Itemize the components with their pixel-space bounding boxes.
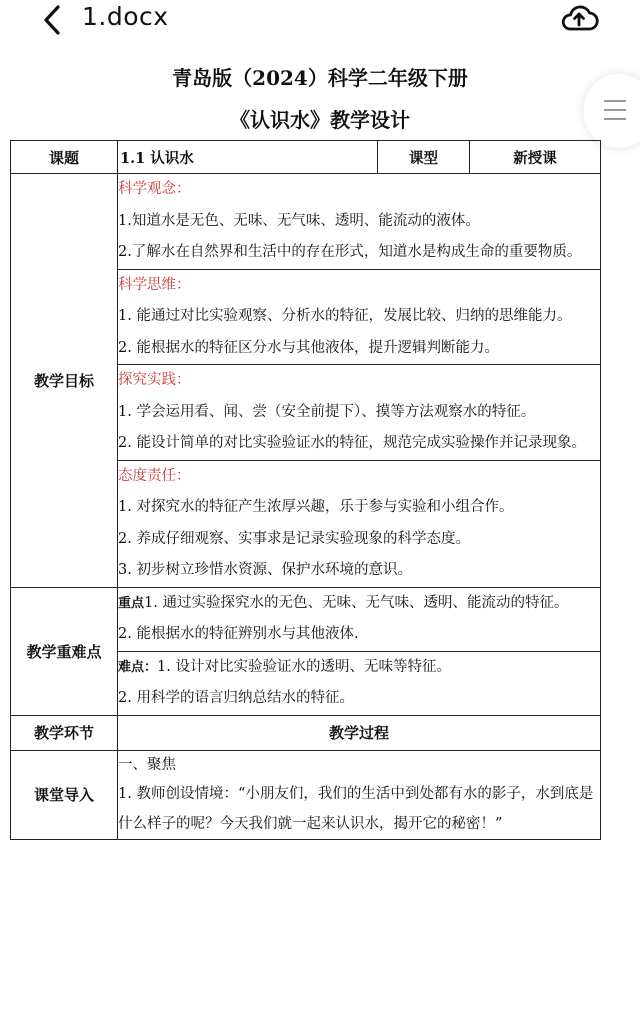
key-focus [118, 587, 601, 651]
list-item: 1. 教师创设情境：“小朋友们，我们的生活中到处都有水的影子，水到底是什么样子的呢？今天我们就一起来认识水，揭开它的秘密！” [118, 786, 594, 832]
label-topic: 课题 [11, 141, 118, 174]
table-row [11, 715, 601, 750]
intro-content [118, 750, 601, 840]
list-item: 1. 设计对比实验验证水的透明、无味等特征。 [157, 658, 451, 675]
document-title: 青岛版（2024）科学二年级下册 [172, 66, 468, 90]
list-item: 2.了解水在自然界和生活中的存在形式，知道水是构成生命的重要物质。 [118, 244, 582, 260]
label-stage: 教学环节 [11, 715, 118, 750]
difficulty-label: 难点： [118, 659, 158, 675]
table-row [11, 750, 601, 840]
label-key-points: 教学重难点 [11, 587, 118, 715]
label-process: 教学过程 [118, 715, 601, 750]
section-title: 科学思维： [118, 276, 191, 293]
lesson-plan-table [10, 140, 601, 840]
type-value: 新授课 [470, 141, 601, 174]
label-objectives: 教学目标 [11, 174, 118, 588]
label-type: 课型 [378, 141, 470, 174]
label-intro: 课堂导入 [11, 750, 118, 840]
table-row [11, 174, 601, 270]
focus-label: 重点 [118, 595, 145, 611]
key-difficulty [118, 651, 601, 715]
list-item: 2. 用科学的语言归纳总结水的特征。 [118, 690, 354, 706]
list-item: 一、聚焦 [118, 756, 176, 773]
section-title: 科学观念： [118, 181, 191, 197]
section-title: 态度责任： [118, 467, 191, 484]
list-item: 1. 对探究水的特征产生浓厚兴趣，乐于参与实验和小组合作。 [118, 499, 514, 515]
document-subtitle: 《认识水》教学设计 [230, 108, 410, 132]
table-row [11, 141, 601, 174]
list-item: 1.知道水是无色、无味、无气味、透明、能流动的液体。 [118, 212, 480, 229]
objective-section-thinking [118, 269, 601, 365]
list-item: 2. 养成仔细观察、实事求是记录实验现象的科学态度。 [118, 530, 470, 547]
section-title: 探究实践： [118, 372, 191, 388]
file-name: 1.docx [82, 2, 169, 31]
list-item: 2. 能设计简单的对比实验验证水的特征，规范完成实验操作并记录现象。 [118, 435, 586, 451]
list-item: 2. 能根据水的特征辨别水与其他液体. [118, 626, 359, 642]
cloud-upload-icon[interactable] [559, 2, 599, 34]
top-bar [0, 0, 640, 40]
list-item: 1. 通过实验探究水的无色、无味、无气味、透明、能流动的特征。 [144, 594, 569, 611]
topic-value: 1.1 认识水 [118, 141, 378, 174]
list-item: 3. 初步树立珍惜水资源、保护水环境的意识。 [118, 562, 412, 578]
list-item: 1. 能通过对比实验观察、分析水的特征，发展比较、归纳的思维能力。 [118, 308, 572, 324]
list-item: 2. 能根据水的特征区分水与其他液体，提升逻辑判断能力。 [118, 339, 499, 356]
objective-section-attitude [118, 460, 601, 587]
list-item: 1. 学会运用看、闻、尝（安全前提下）、摸等方法观察水的特征。 [118, 403, 536, 420]
objective-section-practice [118, 365, 601, 461]
objective-section-concept [118, 174, 601, 270]
table-row [11, 587, 601, 651]
chevron-left-icon[interactable] [38, 4, 68, 36]
